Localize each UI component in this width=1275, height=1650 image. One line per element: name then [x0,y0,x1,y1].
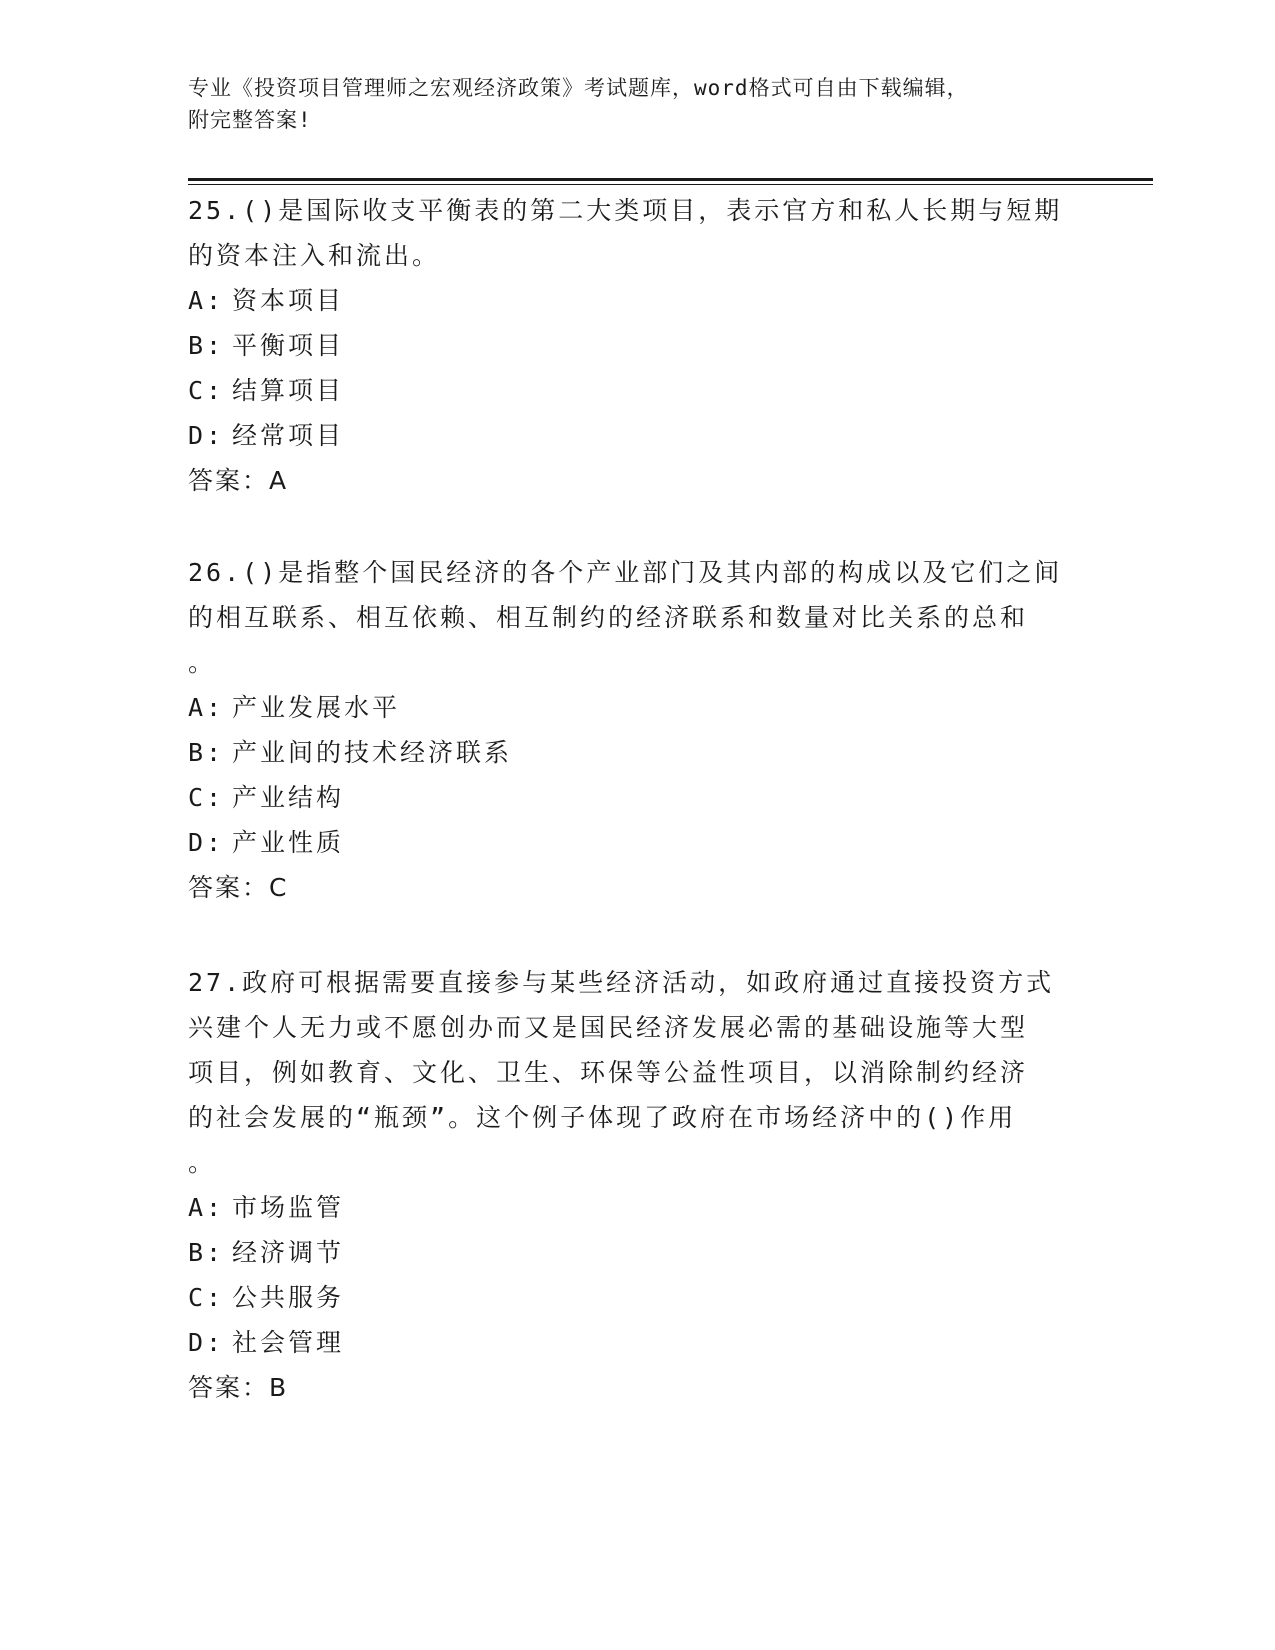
option-text: 产业发展水平 [232,693,401,722]
option-letter: D: [188,421,225,450]
option-text: 平衡项目 [232,331,345,360]
option-text: 资本项目 [232,286,345,315]
header-line-1: 专业《投资项目管理师之宏观经济政策》考试题库，word格式可自由下载编辑， [188,76,969,100]
question-stem-line: 。 [188,648,217,677]
option-text: 结算项目 [232,376,345,405]
option-letter: D: [188,828,225,857]
option-b [188,323,1068,368]
option-d [188,413,1068,458]
answer-line: 答案：A [188,466,289,495]
option-c [188,775,1068,820]
question-stem-line: 27.政府可根据需要直接参与某些经济活动，如政府通过直接投资方式 [188,968,1055,997]
option-letter: B: [188,1238,225,1267]
question-stem-line: 项目，例如教育、文化、卫生、环保等公益性项目，以消除制约经济 [188,1058,1029,1087]
option-text: 社会管理 [232,1328,345,1357]
option-letter: A: [188,1193,225,1222]
answer-line: 答案：C [188,873,289,902]
document-header [188,72,1068,136]
option-letter: D: [188,1328,225,1357]
question-25 [188,188,1068,503]
option-c [188,368,1068,413]
question-stem-line: 25.()是国际收支平衡表的第二大类项目，表示官方和私人长期与短期 [188,196,1063,225]
option-text: 公共服务 [232,1283,345,1312]
option-a [188,685,1068,730]
question-stem-line: 的资本注入和流出。 [188,241,441,270]
option-b [188,730,1068,775]
option-letter: A: [188,693,225,722]
option-text: 经济调节 [232,1238,345,1267]
option-a [188,1185,1068,1230]
question-stem-line: 的社会发展的“瓶颈”。这个例子体现了政府在市场经济中的()作用 [188,1103,1017,1132]
option-letter: A: [188,286,225,315]
option-d [188,820,1068,865]
option-text: 产业间的技术经济联系 [232,738,513,767]
option-c [188,1275,1068,1320]
option-d [188,1320,1068,1365]
option-text: 经常项目 [232,421,345,450]
option-b [188,1230,1068,1275]
question-27 [188,960,1068,1410]
option-letter: C: [188,376,225,405]
answer-line: 答案：B [188,1373,289,1402]
question-stem-line: 26.()是指整个国民经济的各个产业部门及其内部的构成以及它们之间 [188,558,1063,587]
option-text: 产业结构 [232,783,345,812]
option-letter: B: [188,738,225,767]
option-letter: C: [188,783,225,812]
question-stem-line: 的相互联系、相互依赖、相互制约的经济联系和数量对比关系的总和 [188,603,1029,632]
header-line-2: 附完整答案! [188,108,312,132]
header-divider-thick [188,178,1153,181]
option-letter: C: [188,1283,225,1312]
option-a [188,278,1068,323]
option-text: 产业性质 [232,828,345,857]
question-26 [188,550,1068,910]
question-stem-line: 。 [188,1148,217,1177]
option-text: 市场监管 [232,1193,345,1222]
question-stem-line: 兴建个人无力或不愿创办而又是国民经济发展必需的基础设施等大型 [188,1013,1029,1042]
header-divider-thin [188,184,1153,185]
option-letter: B: [188,331,225,360]
